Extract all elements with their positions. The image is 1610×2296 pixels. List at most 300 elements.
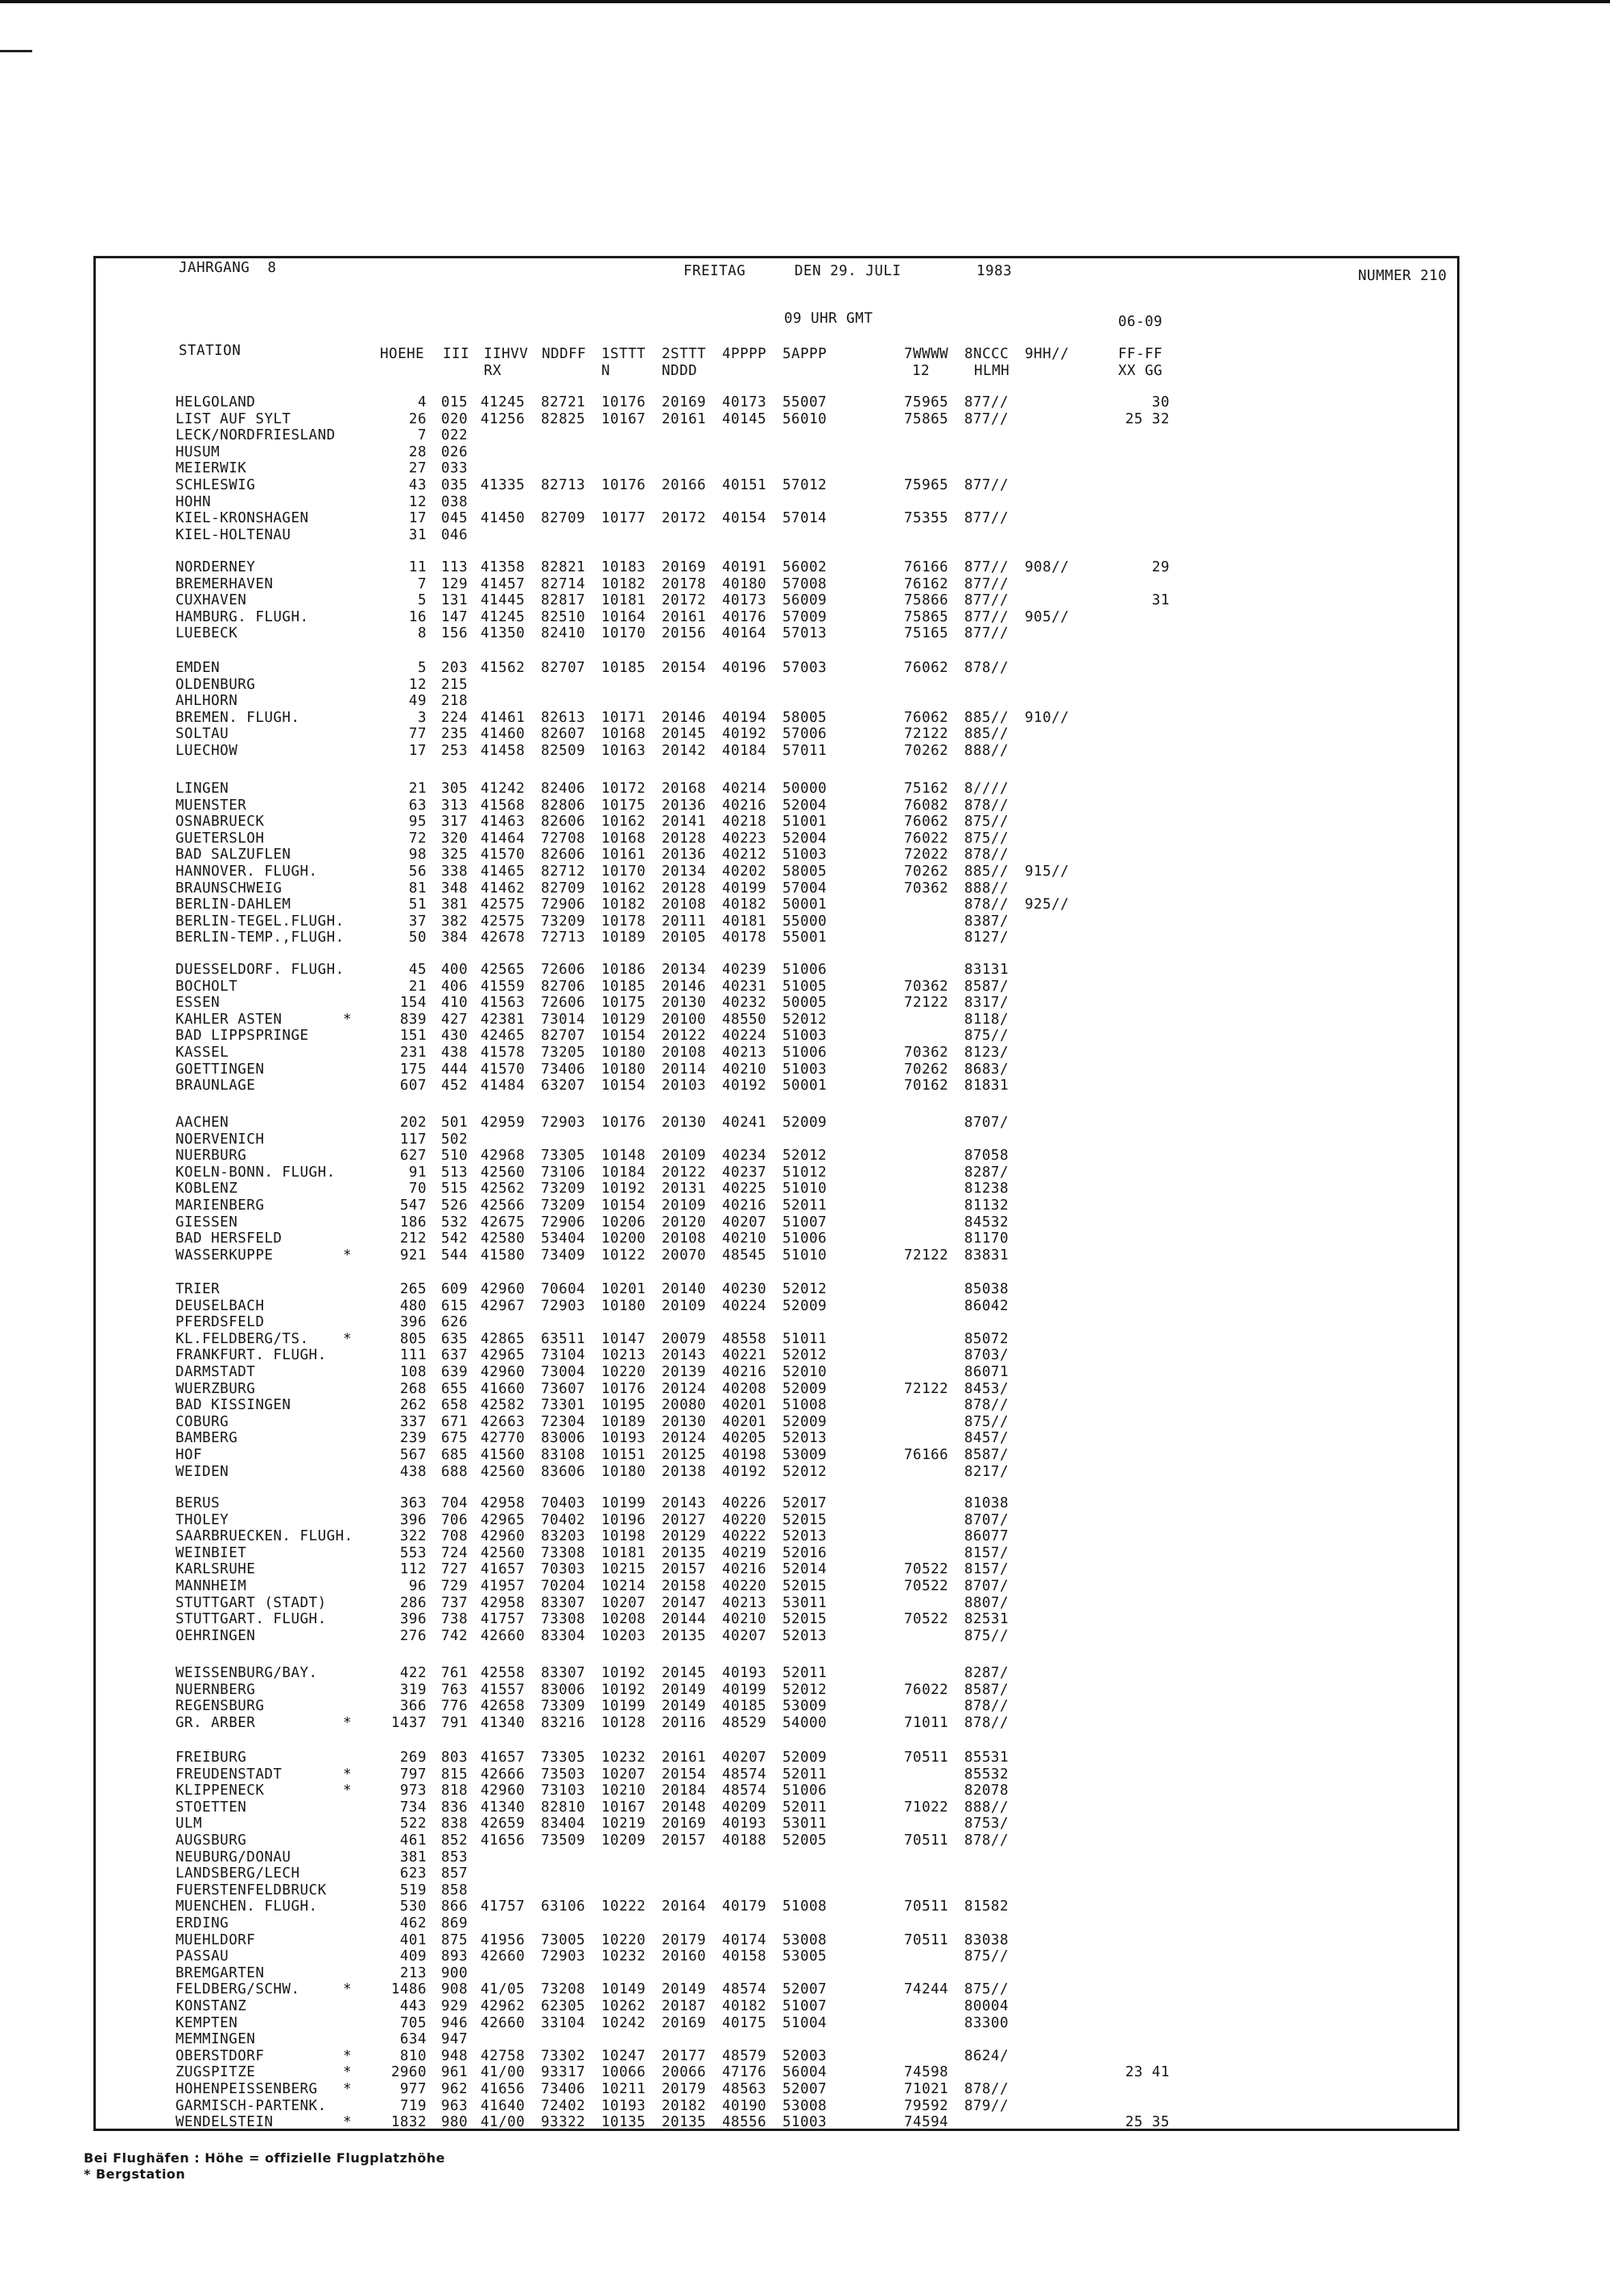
cell-iii: 515 <box>441 1181 469 1197</box>
station-name: MEMMINGEN <box>175 2031 256 2048</box>
cell-iii: 444 <box>441 1061 469 1078</box>
cell-t2: 20144 <box>662 1611 707 1628</box>
cell-hoehe: 627 <box>399 1148 427 1164</box>
cell-p5: 56002 <box>782 559 828 575</box>
cell-iii: 869 <box>441 1915 469 1931</box>
cell-n8: 878// <box>964 797 1009 814</box>
cell-t1: 10180 <box>601 1297 646 1314</box>
cell-iii: 737 <box>441 1594 469 1611</box>
cell-p4: 40207 <box>722 1627 767 1644</box>
mountain-station-marker: * <box>343 2064 353 2081</box>
cell-ihvv: 41457 <box>481 575 526 592</box>
cell-iii: 035 <box>441 477 469 493</box>
cell-iii: 438 <box>441 1045 469 1061</box>
cell-t1: 10183 <box>601 559 646 575</box>
cell-iii: 381 <box>441 897 469 913</box>
cell-n8: 875// <box>964 1627 1009 1644</box>
cell-p4: 40209 <box>722 1799 767 1816</box>
cell-n8: 875// <box>964 814 1009 831</box>
station-name: GOETTINGEN <box>175 1061 265 1078</box>
cell-t2: 20169 <box>662 2014 707 2031</box>
cell-nddff: 73209 <box>541 1181 586 1197</box>
cell-n8: 8387/ <box>964 913 1009 930</box>
cell-p4: 40224 <box>722 1028 767 1045</box>
cell-t2: 20169 <box>662 394 707 410</box>
cell-n8: 8683/ <box>964 1061 1009 1078</box>
station-name: OBERSTDORF <box>175 2047 265 2064</box>
cell-n8: 8707/ <box>964 1578 1009 1594</box>
cell-t1: 10176 <box>601 1380 646 1397</box>
cell-p4: 40220 <box>722 1578 767 1594</box>
cell-iii: 224 <box>441 709 469 726</box>
cell-p4: 40218 <box>722 814 767 831</box>
cell-nddff: 83203 <box>541 1528 586 1545</box>
cell-p5: 56009 <box>782 592 828 609</box>
cell-nddff: 73205 <box>541 1045 586 1061</box>
cell-w7: 75965 <box>904 477 949 493</box>
station-name: GIESSEN <box>175 1214 238 1230</box>
cell-p4: 40179 <box>722 1898 767 1915</box>
cell-t2: 20114 <box>662 1061 707 1078</box>
cell-n8: 8807/ <box>964 1594 1009 1611</box>
cell-hoehe: 366 <box>399 1698 427 1715</box>
cell-p5: 53009 <box>782 1698 828 1715</box>
cell-w7: 76166 <box>904 1447 949 1463</box>
cell-w7: 70511 <box>904 1931 949 1948</box>
cell-iii: 131 <box>441 592 469 609</box>
cell-nddff: 83606 <box>541 1463 586 1480</box>
cell-n8: 878// <box>964 1714 1009 1731</box>
station-name: KOELN-BONN. FLUGH. <box>175 1164 336 1181</box>
cell-nddff: 83307 <box>541 1665 586 1681</box>
cell-t2: 20128 <box>662 830 707 847</box>
station-name: BRAUNSCHWEIG <box>175 880 283 897</box>
cell-iii: 685 <box>441 1447 469 1463</box>
cell-nddff: 82825 <box>541 410 586 427</box>
cell-n8: 878// <box>964 847 1009 864</box>
cell-iii: 803 <box>441 1750 469 1766</box>
cell-p5: 51003 <box>782 847 828 864</box>
cell-t2: 20179 <box>662 2081 707 2097</box>
cell-ihvv: 41461 <box>481 709 526 726</box>
cell-t2: 20108 <box>662 1230 707 1247</box>
cell-iii: 532 <box>441 1214 469 1230</box>
cell-hoehe: 56 <box>408 864 427 880</box>
cell-t2: 20145 <box>662 726 707 743</box>
cell-hoehe: 213 <box>399 1964 427 1981</box>
cell-p5: 57003 <box>782 660 828 676</box>
mountain-station-marker: * <box>343 2114 353 2131</box>
cell-w7: 70262 <box>904 1061 949 1078</box>
cell-nddff: 82714 <box>541 575 586 592</box>
cell-t1: 10181 <box>601 1544 646 1561</box>
cell-iii: 615 <box>441 1297 469 1314</box>
cell-p4: 40175 <box>722 2014 767 2031</box>
cell-hoehe: 839 <box>399 1011 427 1028</box>
cell-iii: 761 <box>441 1665 469 1681</box>
cell-t2: 20108 <box>662 1045 707 1061</box>
mountain-station-marker: * <box>343 1766 353 1783</box>
cell-ihvv: 42663 <box>481 1413 526 1430</box>
cell-p4: 40220 <box>722 1511 767 1528</box>
cell-ihvv: 41462 <box>481 880 526 897</box>
cell-n8: 877// <box>964 510 1009 527</box>
cell-hoehe: 95 <box>408 814 427 831</box>
col-ihvv: IIHVV <box>484 346 529 362</box>
cell-iii: 963 <box>441 2097 469 2114</box>
station-name: HOHENPEISSENBERG <box>175 2081 318 2097</box>
cell-ff: 23 41 <box>1125 2064 1170 2081</box>
cell-ihvv: 42960 <box>481 1528 526 1545</box>
cell-nddff: 73104 <box>541 1347 586 1364</box>
col-hoehe: HOEHE <box>380 346 425 362</box>
cell-w7: 76022 <box>904 830 949 847</box>
cell-ihvv: 42660 <box>481 1948 526 1965</box>
cell-nddff: 70402 <box>541 1511 586 1528</box>
cell-ihvv: 41580 <box>481 1247 526 1263</box>
station-name: BERLIN-DAHLEM <box>175 897 291 913</box>
cell-n8: 877// <box>964 559 1009 575</box>
mountain-station-marker: * <box>343 1247 353 1263</box>
cell-nddff: 73103 <box>541 1783 586 1799</box>
cell-p4: 48563 <box>722 2081 767 2097</box>
mountain-station-marker: * <box>343 1330 353 1347</box>
station-name: STOETTEN <box>175 1799 247 1816</box>
cell-n8: 8457/ <box>964 1430 1009 1447</box>
cell-iii: 815 <box>441 1766 469 1783</box>
cell-t2: 20080 <box>662 1397 707 1414</box>
cell-nddff: 73301 <box>541 1397 586 1414</box>
cell-n8: 85038 <box>964 1281 1009 1297</box>
cell-ihvv: 42560 <box>481 1463 526 1480</box>
cell-t1: 10220 <box>601 1364 646 1380</box>
cell-n8: 81831 <box>964 1078 1009 1094</box>
cell-nddff: 82721 <box>541 394 586 410</box>
cell-p4: 40196 <box>722 660 767 676</box>
cell-n8: 85532 <box>964 1766 1009 1783</box>
cell-t2: 20142 <box>662 743 707 759</box>
cell-t1: 10162 <box>601 880 646 897</box>
cell-t1: 10192 <box>601 1181 646 1197</box>
cell-p4: 40182 <box>722 1998 767 2014</box>
footnote-mountain-station: * Bergstation <box>84 2166 186 2182</box>
station-name: NORDERNEY <box>175 559 256 575</box>
cell-iii: 215 <box>441 676 469 693</box>
station-name: BRAUNLAGE <box>175 1078 256 1094</box>
cell-t2: 20124 <box>662 1380 707 1397</box>
cell-hoehe: 111 <box>399 1347 427 1364</box>
cell-t2: 20161 <box>662 1750 707 1766</box>
cell-t2: 20156 <box>662 625 707 642</box>
cell-ihvv: 42659 <box>481 1816 526 1832</box>
cell-p4: 40178 <box>722 930 767 946</box>
cell-ihvv: 41335 <box>481 477 526 493</box>
cell-p4: 40205 <box>722 1430 767 1447</box>
cell-t2: 20147 <box>662 1594 707 1611</box>
cell-p5: 51006 <box>782 1045 828 1061</box>
cell-nddff: 70403 <box>541 1495 586 1511</box>
cell-nddff: 82509 <box>541 743 586 759</box>
cell-t1: 10196 <box>601 1511 646 1528</box>
cell-nddff: 70303 <box>541 1561 586 1578</box>
cell-p5: 52003 <box>782 2047 828 2064</box>
cell-n8: 83831 <box>964 1247 1009 1263</box>
cell-hoehe: 1832 <box>390 2114 427 2131</box>
cell-t1: 10209 <box>601 1832 646 1849</box>
cell-nddff: 93322 <box>541 2114 586 2131</box>
cell-iii: 675 <box>441 1430 469 1447</box>
cell-t2: 20105 <box>662 930 707 946</box>
cell-hoehe: 154 <box>399 995 427 1012</box>
cell-t1: 10147 <box>601 1330 646 1347</box>
cell-t2: 20138 <box>662 1463 707 1480</box>
cell-iii: 325 <box>441 847 469 864</box>
cell-hoehe: 77 <box>408 726 427 743</box>
cell-iii: 635 <box>441 1330 469 1347</box>
cell-t1: 10164 <box>601 608 646 625</box>
cell-t1: 10184 <box>601 1164 646 1181</box>
cell-iii: 776 <box>441 1698 469 1715</box>
cell-t1: 10193 <box>601 1430 646 1447</box>
cell-ihvv: 42678 <box>481 930 526 946</box>
station-name: KLIPPENECK <box>175 1783 265 1799</box>
cell-ihvv: 42965 <box>481 1511 526 1528</box>
cell-hoehe: 51 <box>408 897 427 913</box>
cell-p5: 52009 <box>782 1750 828 1766</box>
cell-iii: 038 <box>441 493 469 510</box>
station-name: MUEHLDORF <box>175 1931 256 1948</box>
cell-iii: 639 <box>441 1364 469 1380</box>
cell-t1: 10195 <box>601 1397 646 1414</box>
station-name: BREMERHAVEN <box>175 575 274 592</box>
cell-nddff: 33104 <box>541 2014 586 2031</box>
cell-p4: 40151 <box>722 477 767 493</box>
cell-p5: 55007 <box>782 394 828 410</box>
station-name: LUEBECK <box>175 625 238 642</box>
cell-n8: 86071 <box>964 1364 1009 1380</box>
cell-h9: 925// <box>1025 897 1070 913</box>
cell-hoehe: 805 <box>399 1330 427 1347</box>
cell-h9: 910// <box>1025 709 1070 726</box>
cell-p5: 57008 <box>782 575 828 592</box>
col-1sttt-sub: N <box>601 363 611 379</box>
cell-nddff: 73305 <box>541 1750 586 1766</box>
cell-p5: 50001 <box>782 897 828 913</box>
station-name: ESSEN <box>175 995 221 1012</box>
cell-w7: 70162 <box>904 1078 949 1094</box>
cell-ihvv: 42660 <box>481 1627 526 1644</box>
cell-nddff: 82709 <box>541 880 586 897</box>
cell-iii: 320 <box>441 830 469 847</box>
cell-nddff: 82606 <box>541 814 586 831</box>
station-name: KASSEL <box>175 1045 229 1061</box>
cell-ihvv: 41560 <box>481 1447 526 1463</box>
cell-p4: 40190 <box>722 2097 767 2114</box>
cell-t1: 10154 <box>601 1028 646 1045</box>
station-name: WASSERKUPPE <box>175 1247 274 1263</box>
cell-t1: 10176 <box>601 394 646 410</box>
cell-nddff: 72906 <box>541 897 586 913</box>
cell-hoehe: 734 <box>399 1799 427 1816</box>
cell-w7: 76062 <box>904 814 949 831</box>
col-2sttt-sub: NDDD <box>662 363 698 379</box>
cell-t1: 10207 <box>601 1766 646 1783</box>
cell-n8: 878// <box>964 897 1009 913</box>
cell-w7: 70262 <box>904 743 949 759</box>
station-name: DARMSTADT <box>175 1364 256 1380</box>
cell-hoehe: 21 <box>408 781 427 797</box>
cell-hoehe: 286 <box>399 1594 427 1611</box>
cell-t1: 10148 <box>601 1148 646 1164</box>
cell-iii: 384 <box>441 930 469 946</box>
weekday: FREITAG <box>683 263 746 279</box>
cell-ihvv: 41450 <box>481 510 526 527</box>
cell-iii: 948 <box>441 2047 469 2064</box>
cell-p5: 57009 <box>782 608 828 625</box>
cell-p5: 51003 <box>782 1028 828 1045</box>
col-nddff: NDDFF <box>542 346 587 362</box>
mountain-station-marker: * <box>343 1783 353 1799</box>
cell-t1: 10176 <box>601 477 646 493</box>
cell-ihvv: 41460 <box>481 726 526 743</box>
cell-hoehe: 480 <box>399 1297 427 1314</box>
station-name: MANNHEIM <box>175 1578 247 1594</box>
cell-w7: 70362 <box>904 880 949 897</box>
cell-t2: 20134 <box>662 864 707 880</box>
cell-p5: 52004 <box>782 797 828 814</box>
cell-nddff: 73209 <box>541 913 586 930</box>
cell-ihvv: 42565 <box>481 962 526 978</box>
cell-p5: 51005 <box>782 978 828 995</box>
station-name: ULM <box>175 1816 203 1832</box>
cell-p5: 52012 <box>782 1681 828 1698</box>
cell-nddff: 73209 <box>541 1197 586 1214</box>
station-name: LIST AUF SYLT <box>175 410 291 427</box>
cell-iii: 452 <box>441 1078 469 1094</box>
cell-n8: 878// <box>964 660 1009 676</box>
cell-ihvv: 41657 <box>481 1750 526 1766</box>
station-name: LECK/NORDFRIESLAND <box>175 427 336 444</box>
cell-p4: 40193 <box>722 1665 767 1681</box>
cell-t1: 10163 <box>601 743 646 759</box>
cell-nddff: 82510 <box>541 608 586 625</box>
cell-iii: 655 <box>441 1380 469 1397</box>
cell-hoehe: 921 <box>399 1247 427 1263</box>
cell-iii: 253 <box>441 743 469 759</box>
cell-nddff: 72606 <box>541 962 586 978</box>
col-8nccc: 8NCCC <box>964 346 1009 362</box>
cell-iii: 708 <box>441 1528 469 1545</box>
cell-ihvv: 41465 <box>481 864 526 880</box>
cell-t1: 10168 <box>601 726 646 743</box>
cell-p5: 52004 <box>782 830 828 847</box>
cell-ihvv: 42560 <box>481 1164 526 1181</box>
cell-t1: 10200 <box>601 1230 646 1247</box>
cell-hoehe: 438 <box>399 1463 427 1480</box>
cell-t1: 10177 <box>601 510 646 527</box>
col-9hh: 9HH// <box>1025 346 1070 362</box>
cell-p4: 40192 <box>722 1078 767 1094</box>
cell-ihvv: 41562 <box>481 660 526 676</box>
station-name: WEINBIET <box>175 1544 247 1561</box>
cell-w7: 76022 <box>904 1681 949 1698</box>
cell-t2: 20116 <box>662 1714 707 1731</box>
cell-nddff: 72906 <box>541 1214 586 1230</box>
cell-p5: 50000 <box>782 781 828 797</box>
cell-t2: 20184 <box>662 1783 707 1799</box>
cell-p4: 40231 <box>722 978 767 995</box>
cell-p4: 40181 <box>722 913 767 930</box>
cell-p5: 57013 <box>782 625 828 642</box>
cell-w7: 72122 <box>904 1380 949 1397</box>
cell-hoehe: 276 <box>399 1627 427 1644</box>
cell-t2: 20120 <box>662 1214 707 1230</box>
cell-nddff: 82713 <box>541 477 586 493</box>
station-name: OLDENBURG <box>175 676 256 693</box>
cell-hoehe: 91 <box>408 1164 427 1181</box>
cell-hoehe: 977 <box>399 2081 427 2097</box>
cell-t1: 10176 <box>601 1115 646 1131</box>
cell-t2: 20136 <box>662 847 707 864</box>
cell-t2: 20103 <box>662 1078 707 1094</box>
cell-n8: 8157/ <box>964 1561 1009 1578</box>
cell-iii: 852 <box>441 1832 469 1849</box>
scan-top-border <box>0 0 1610 3</box>
station-name: STUTTGART. FLUGH. <box>175 1611 327 1628</box>
cell-t1: 10162 <box>601 814 646 831</box>
cell-nddff: 63207 <box>541 1078 586 1094</box>
cell-p5: 52011 <box>782 1799 828 1816</box>
cell-t2: 20148 <box>662 1799 707 1816</box>
cell-n8: 8453/ <box>964 1380 1009 1397</box>
cell-t2: 20129 <box>662 1528 707 1545</box>
cell-nddff: 73106 <box>541 1164 586 1181</box>
cell-hoehe: 5 <box>417 592 427 609</box>
station-name: BOCHOLT <box>175 978 238 995</box>
cell-p4: 48529 <box>722 1714 767 1731</box>
cell-ff: 31 <box>1151 592 1170 609</box>
cell-n8: 878// <box>964 1832 1009 1849</box>
station-name: GR. ARBER <box>175 1714 256 1731</box>
cell-p4: 40154 <box>722 510 767 527</box>
cell-t1: 10207 <box>601 1594 646 1611</box>
cell-hoehe: 396 <box>399 1314 427 1331</box>
cell-p4: 40226 <box>722 1495 767 1511</box>
station-name: KL.FELDBERG/TS. <box>175 1330 309 1347</box>
cell-ihvv: 42658 <box>481 1698 526 1715</box>
cell-iii: 962 <box>441 2081 469 2097</box>
cell-t1: 10247 <box>601 2047 646 2064</box>
cell-ihvv: 42566 <box>481 1197 526 1214</box>
cell-ihvv: 41557 <box>481 1681 526 1698</box>
cell-hoehe: 530 <box>399 1898 427 1915</box>
cell-t2: 20149 <box>662 1681 707 1698</box>
cell-p4: 40199 <box>722 880 767 897</box>
cell-hoehe: 322 <box>399 1528 427 1545</box>
cell-t2: 20111 <box>662 913 707 930</box>
cell-nddff: 72708 <box>541 830 586 847</box>
station-name: TRIER <box>175 1281 221 1297</box>
station-name: FREIBURG <box>175 1750 247 1766</box>
cell-t1: 10154 <box>601 1078 646 1094</box>
scan-edge-mark <box>0 50 32 52</box>
cell-t1: 10161 <box>601 847 646 864</box>
cell-w7: 75165 <box>904 625 949 642</box>
cell-hoehe: 12 <box>408 493 427 510</box>
cell-ihvv: 41484 <box>481 1078 526 1094</box>
cell-p5: 57014 <box>782 510 828 527</box>
cell-w7: 75355 <box>904 510 949 527</box>
